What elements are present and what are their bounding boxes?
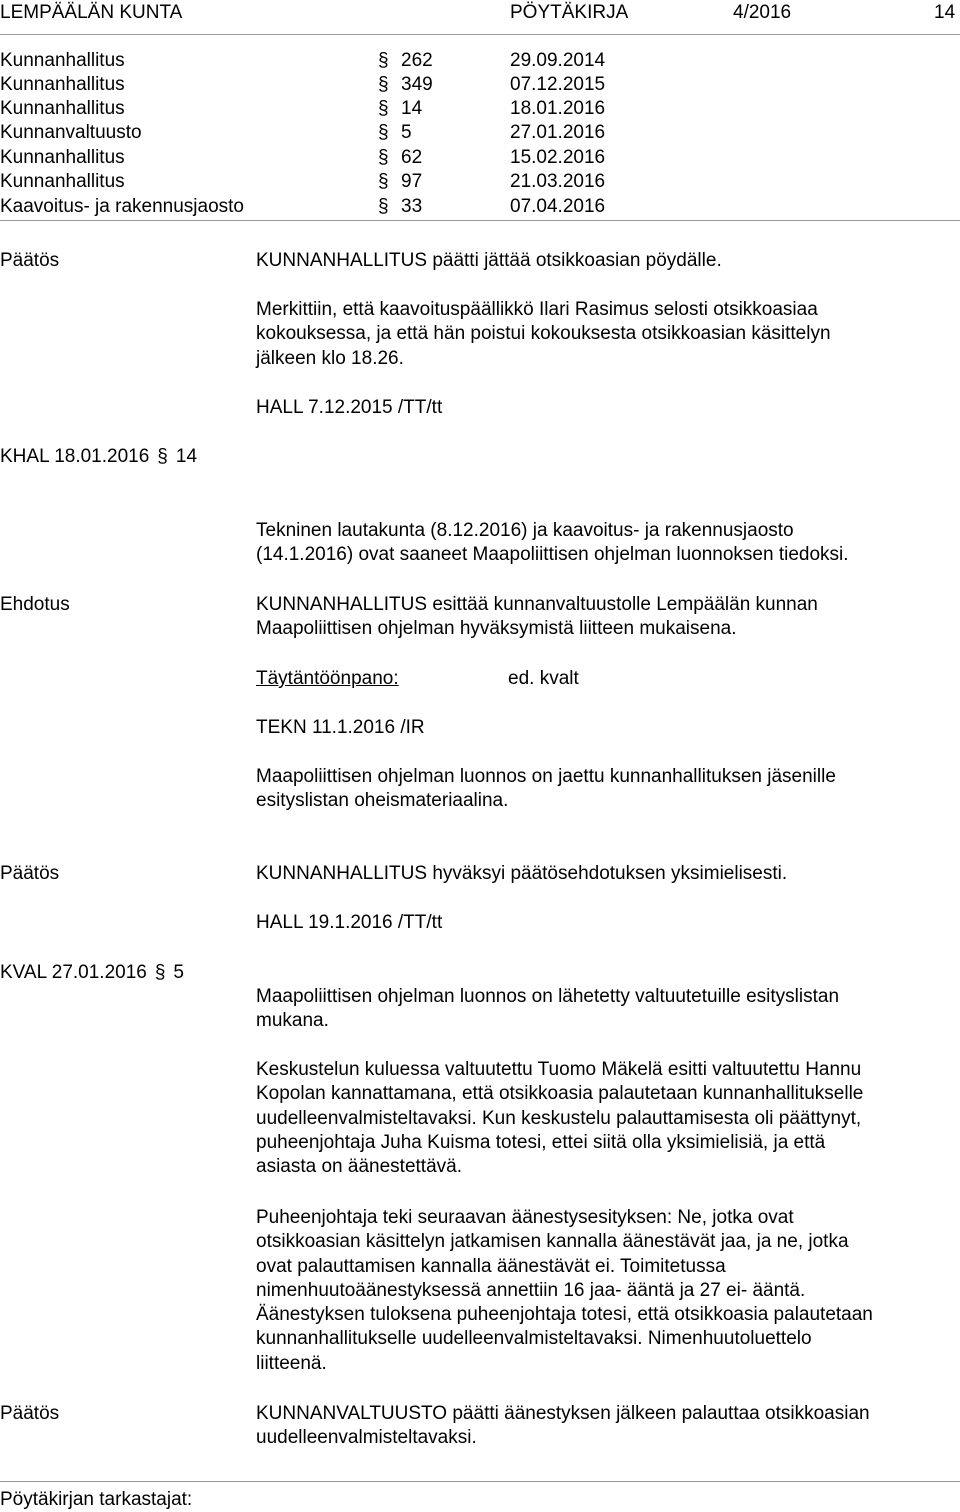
- section-sign: §: [378, 196, 389, 217]
- kval-date: KVAL 27.01.2016: [0, 962, 147, 983]
- section-sign: §: [378, 147, 389, 168]
- khal-reference: [0, 445, 197, 469]
- paatos-label: Päätös: [0, 1403, 60, 1424]
- ehdotus-paragraph: [256, 593, 956, 642]
- ehdotus-label: Ehdotus: [0, 594, 70, 615]
- paatos-text: KUNNANHALLITUS päätti jättää otsikkoasian pöydälle.: [256, 250, 722, 271]
- paragraph-line: mukana.: [256, 1010, 329, 1032]
- paragraph-line: ovat palauttamisen kannalla äänestävät ei. Toimitetussa: [256, 1255, 726, 1277]
- history-date: 29.09.2014: [510, 50, 606, 71]
- paragraph-line: esityslistan oheismateriaalina.: [256, 790, 509, 812]
- luonnos-lahetetty-paragraph: [256, 985, 956, 1034]
- paragraph-line: nimenhuutoäänestyksessä annettiin 16 jaa- ääntä ja 27 ei- ääntä.: [256, 1279, 806, 1301]
- taytantoonpano-value: ed. kvalt: [508, 668, 579, 689]
- paragraph-line: Maapoliittisen ohjelman luonnos on jaettu kunnanhallituksen jäsenille: [256, 766, 836, 787]
- hall-signature: HALL 19.1.2016 /TT/tt: [256, 912, 443, 933]
- history-body: Kunnanvaltuusto: [0, 122, 142, 143]
- page-number: 14: [934, 2, 956, 23]
- history-date: 07.12.2015: [510, 74, 606, 95]
- history-body: Kunnanhallitus: [0, 98, 125, 119]
- paatos-label: Päätös: [0, 863, 60, 884]
- section-sign: §: [378, 122, 389, 143]
- paragraph-line: Puheenjohtaja teki seuraavan äänestysesityksen: Ne, jotka ovat: [256, 1207, 794, 1228]
- puheenjohtaja-paragraph: [256, 1206, 956, 1376]
- paatos-paragraph: [256, 1402, 956, 1451]
- document-type: PÖYTÄKIRJA: [510, 2, 629, 23]
- paragraph-line: Maapoliittisen ohjelman hyväksymistä liitteen mukaisena.: [256, 618, 737, 640]
- history-number: 62: [401, 147, 423, 168]
- paragraph-line: jälkeen klo 18.26.: [256, 347, 404, 369]
- history-body: Kunnanhallitus: [0, 171, 125, 192]
- history-number: 97: [401, 171, 423, 192]
- paragraph-line: liitteenä.: [256, 1352, 327, 1374]
- tekn-signature: TEKN 11.1.2016 /IR: [256, 717, 425, 738]
- header-divider: [0, 34, 960, 35]
- history-number: 14: [401, 98, 423, 119]
- tarkastajat-label: Pöytäkirjan tarkastajat:: [0, 1489, 193, 1510]
- khal-number: 14: [175, 446, 198, 467]
- history-body: Kunnanhallitus: [0, 74, 125, 95]
- history-number: 349: [401, 74, 433, 95]
- paragraph-line: kokouksessa, ja että hän poistui kokouksesta otsikkoasian käsittelyn: [256, 323, 831, 345]
- document-number: 4/2016: [733, 2, 792, 23]
- history-divider: [0, 220, 960, 221]
- paragraph-line: uudelleenvalmisteltavaksi.: [256, 1427, 477, 1449]
- history-date: 07.04.2016: [510, 196, 606, 217]
- taytantoonpano-label: Täytäntöönpano:: [256, 668, 399, 689]
- section-sign: §: [378, 74, 389, 95]
- paatos-label: Päätös: [0, 250, 60, 271]
- history-date: 18.01.2016: [510, 98, 606, 119]
- khal-date: KHAL 18.01.2016: [0, 446, 150, 467]
- tekninen-paragraph: [256, 519, 956, 568]
- paragraph-line: (14.1.2016) ovat saaneet Maapoliittisen ohjelman luonnoksen tiedoksi.: [256, 544, 849, 566]
- history-date: 27.01.2016: [510, 122, 606, 143]
- paragraph-line: KUNNANHALLITUS esittää kunnanvaltuustolle Lempäälän kunnan: [256, 594, 818, 615]
- history-body: Kunnanhallitus: [0, 50, 125, 71]
- paragraph-line: Äänestyksen tuloksena puheenjohtaja totesi, että otsikkoasia palautetaan: [256, 1304, 873, 1326]
- paragraph-line: Maapoliittisen ohjelman luonnos on lähetetty valtuutetuille esityslistan: [256, 986, 840, 1007]
- paragraph-line: Merkittiin, että kaavoituspäällikkö Ilari Rasimus selosti otsikkoasiaa: [256, 299, 818, 320]
- section-sign: §: [157, 446, 168, 467]
- paragraph-line: uudelleenvalmisteltavaksi. Kun keskustelu palauttamisesta oli päättynyt,: [256, 1107, 862, 1129]
- paragraph-line: Kopolan kannattamana, että otsikkoasia palautetaan kunnanhallitukselle: [256, 1083, 864, 1105]
- section-sign: §: [378, 171, 389, 192]
- municipality-name: LEMPÄÄLÄN KUNTA: [0, 2, 183, 23]
- history-number: 262: [401, 50, 433, 71]
- history-body: Kaavoitus- ja rakennusjaosto: [0, 196, 244, 217]
- history-number: 33: [401, 196, 423, 217]
- paragraph-line: KUNNANVALTUUSTO päätti äänestyksen jälkeen palauttaa otsikkoasian: [256, 1403, 870, 1424]
- history-date: 21.03.2016: [510, 171, 606, 192]
- paragraph-line: kunnanhallitukselle uudelleenvalmisteltavaksi. Nimenhuutoluettelo: [256, 1328, 812, 1350]
- paatos-text: KUNNANHALLITUS hyväksyi päätösehdotuksen yksimielisesti.: [256, 863, 788, 884]
- section-sign: §: [378, 98, 389, 119]
- paragraph-line: Keskustelun kuluessa valtuutettu Tuomo Mäkelä esitti valtuutettu Hannu: [256, 1059, 862, 1080]
- paragraph-line: Tekninen lautakunta (8.12.2016) ja kaavoitus- ja rakennusjaosto: [256, 520, 794, 541]
- merkittiin-paragraph: [256, 298, 956, 371]
- section-sign: §: [378, 50, 389, 71]
- paragraph-line: asiasta on äänestettävä.: [256, 1156, 462, 1178]
- history-body: Kunnanhallitus: [0, 147, 125, 168]
- keskustelu-paragraph: [256, 1058, 956, 1179]
- luonnos-jaettu-paragraph: [256, 765, 956, 814]
- section-sign: §: [154, 962, 166, 983]
- paragraph-line: puheenjohtaja Juha Kuisma totesi, ettei siitä olla yksimielisiä, ja että: [256, 1131, 826, 1153]
- history-number: 5: [401, 122, 412, 143]
- paragraph-line: otsikkoasian käsittelyn jatkamisen kannalla äänestävät jaa, ja ne, jotka: [256, 1231, 849, 1253]
- history-date: 15.02.2016: [510, 147, 606, 168]
- kval-number: 5: [173, 962, 184, 983]
- kval-reference: [0, 961, 184, 985]
- hall-signature: HALL 7.12.2015 /TT/tt: [256, 397, 443, 418]
- footer-divider: [0, 1481, 960, 1482]
